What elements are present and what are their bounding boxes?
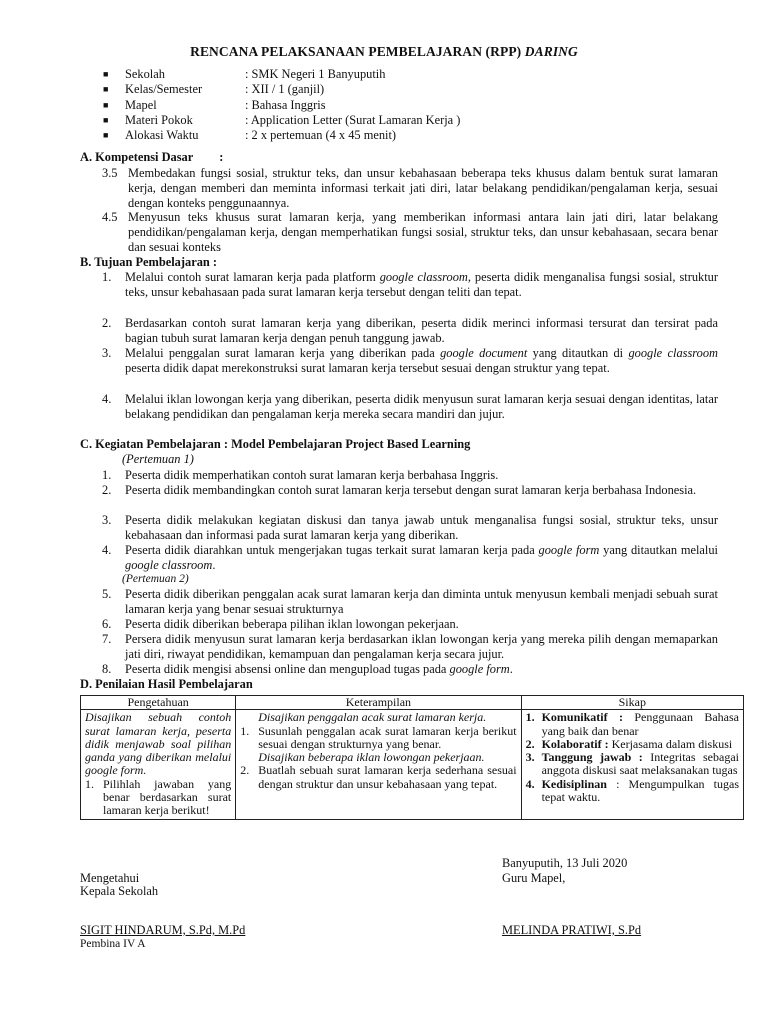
assessment-table: [80, 695, 744, 820]
sikap-item: 4. Kedisiplinan : Mengumpulkan tugas tepat waktu.: [525, 776, 739, 805]
meeting-label: (Pertemuan 2): [122, 573, 189, 585]
section-a-heading: A. Kompetensi Dasar :: [80, 150, 224, 164]
left-signer-role: Kepala Sekolah: [80, 884, 159, 898]
pengetahuan-item: 1. Pilihlah jawaban yang benar berdasarkan surat lamaran kerja berikut!: [85, 776, 232, 818]
sikap-item: 1. Komunikatif : Penggunaan Bahasa yang baik dan benar: [525, 710, 739, 738]
section-b-heading: B. Tujuan Pembelajaran :: [80, 255, 218, 269]
list-item: 1. Peserta didik memperhatikan contoh surat lamaran kerja berbahasa Inggris.: [102, 468, 499, 482]
list-item: 6. Peserta didik diberikan beberapa pilihan iklan lowongan pekerjaan.: [102, 617, 459, 631]
identity-item: ■ Mapel : Bahasa Inggris: [103, 97, 326, 112]
identity-item: ■ Sekolah : SMK Negeri 1 Banyuputih: [103, 67, 386, 81]
title-italic: DARING: [524, 44, 578, 59]
sikap-item: 3. Tanggung jawab : Integritas sebagai anggota diskusi saat melaksanakan tugas: [525, 750, 739, 778]
keterampilan-intro: Disajikan penggalan acak surat lamaran kerja.: [258, 710, 487, 725]
kd-item: 4.5 Menyusun teks khusus surat lamaran kerja, yang memberikan informasi antara lain jati diri, latar belakang pendidikan/pengalaman kerja, dengan memperhatikan fungsi sosial, struktur teks, dan unsur kebahasaan, secara benar dan sesuai konteks: [102, 210, 718, 254]
table-row: [81, 710, 744, 819]
left-signer-title: Mengetahui: [80, 871, 140, 885]
bullet-icon: ■: [103, 69, 109, 79]
sikap-cell: [521, 710, 743, 819]
pengetahuan-intro: Disajikan sebuah contoh surat lamaran kerja, peserta didik menjawab soal pilihan ganda yang diberikan melalui google form.: [85, 710, 232, 778]
column-header: Sikap: [521, 696, 743, 710]
identity-item: ■ Materi Pokok : Application Letter (Surat Lamaran Kerja ): [103, 112, 461, 127]
list-item: 2. Berdasarkan contoh surat lamaran kerja yang diberikan, peserta didik merinci informasi tersurat dan tersirat pada bagian tubuh surat lamaran kerja dengan penuh tanggung jawab.: [102, 316, 718, 345]
title-main: RENCANA PELAKSANAAN PEMBELAJARAN (RPP): [190, 44, 522, 59]
list-item: 3. Peserta didik melakukan kegiatan diskusi dan tanya jawab untuk menganalisa fungsi sosial, struktur teks, unsur kebahasaan dan informasi pada surat lamaran kerja yang diberikan.: [102, 513, 718, 542]
table-header-row: [81, 696, 744, 710]
right-signer-name: MELINDA PRATIWI, S.Pd: [502, 923, 642, 937]
list-item: 5. Peserta didik diberikan penggalan acak surat lamaran kerja dan diminta untuk menyusun kembali menjadi sebuah surat lamaran kerja yang benar sesuai strukturnya: [102, 587, 718, 616]
section-d-heading: D. Penilaian Hasil Pembelajaran: [80, 677, 253, 691]
left-signer-name: SIGIT HINDARUM, S.Pd, M.Pd: [80, 923, 246, 937]
section-c-heading: C. Kegiatan Pembelajaran : Model Pembelajaran Project Based Learning: [80, 437, 471, 451]
list-item: 8. Peserta didik mengisi absensi online dan mengupload tugas pada google form.: [102, 662, 513, 676]
list-item: 7. Persera didik menyusun surat lamaran kerja berdasarkan iklan lowongan kerja yang mereka pilih dengan memaparkan jati diri, riwayat pendidikan, kemampuan dan pengalaman kerja secara jujur.: [102, 632, 718, 661]
bullet-icon: ■: [103, 130, 109, 141]
list-item: 3. Melalui penggalan surat lamaran kerja yang diberikan pada google document yang ditautkan di google classroom peserta didik dapat merekonstruksi surat lamaran kerja tersebut sesuai dengan struktur yang tepat.: [102, 346, 718, 375]
list-item: 1. Melalui contoh surat lamaran kerja pada platform google classroom, peserta didik menganalisa fungsi sosial, struktur teks, unsur kebahasaan pada surat lamaran kerja tersebut dengan teliti dan tepat.: [102, 270, 718, 299]
column-header: Pengetahuan: [81, 696, 236, 710]
list-item: 2. Peserta didik membandingkan contoh surat lamaran kerja tersebut dengan surat lamaran kerja berbahasa Indonesia.: [102, 483, 697, 497]
identity-item: ■ Kelas/Semester : XII / 1 (ganjil): [103, 82, 325, 97]
keterampilan-intro: Disajikan beberapa iklan lowongan pekerjaan.: [258, 750, 485, 765]
place-date: Banyuputih, 13 Juli 2020: [502, 856, 628, 870]
column-header: Keterampilan: [236, 696, 521, 710]
keterampilan-cell: [236, 710, 521, 819]
keterampilan-item: 2. Buatlah sebuah surat lamaran kerja sederhana sesuai dengan struktur dan unsur kebahasaan yang tepat.: [240, 763, 517, 791]
sikap-item: 2. Kolaboratif : Kerjasama dalam diskusi: [525, 736, 733, 751]
pengetahuan-cell: [81, 710, 236, 819]
list-item: 4. Melalui iklan lowongan kerja yang diberikan, peserta didik menyusun surat lamaran kerja sesuai dengan identitas, latar belakang pendidikan dan pengalaman kerja mereka secara mandiri dan jujur.: [102, 392, 718, 421]
bullet-icon: ■: [103, 99, 109, 110]
left-signer-rank: Pembina IV A: [80, 938, 146, 950]
kd-item: 3.5 Membedakan fungsi sosial, struktur teks, dan unsur kebahasaan beberapa teks khusus dalam bentuk surat lamaran kerja, dengan memberi dan meminta informasi terkait jati diri, latar belakang pendidikan/pengalaman kerja, sesuai dengan konteks penggunaannya.: [102, 166, 718, 210]
right-signer-role: Guru Mapel,: [502, 871, 566, 885]
document-title: [0, 44, 768, 59]
bullet-icon: ■: [103, 84, 109, 95]
identity-item: ■ Alokasi Waktu : 2 x pertemuan (4 x 45 menit): [103, 128, 397, 143]
keterampilan-item: 1. Susunlah penggalan acak surat lamaran kerja berikut sesuai dengan strukturnya yang benar.: [240, 723, 517, 751]
meeting-label: (Pertemuan 1): [122, 452, 194, 466]
bullet-icon: ■: [103, 114, 109, 125]
identity-list: [103, 67, 460, 143]
list-item: 4. Peserta didik diarahkan untuk mengerjakan tugas terkait surat lamaran kerja pada google form yang ditautkan melalui google classroom.: [102, 543, 718, 572]
